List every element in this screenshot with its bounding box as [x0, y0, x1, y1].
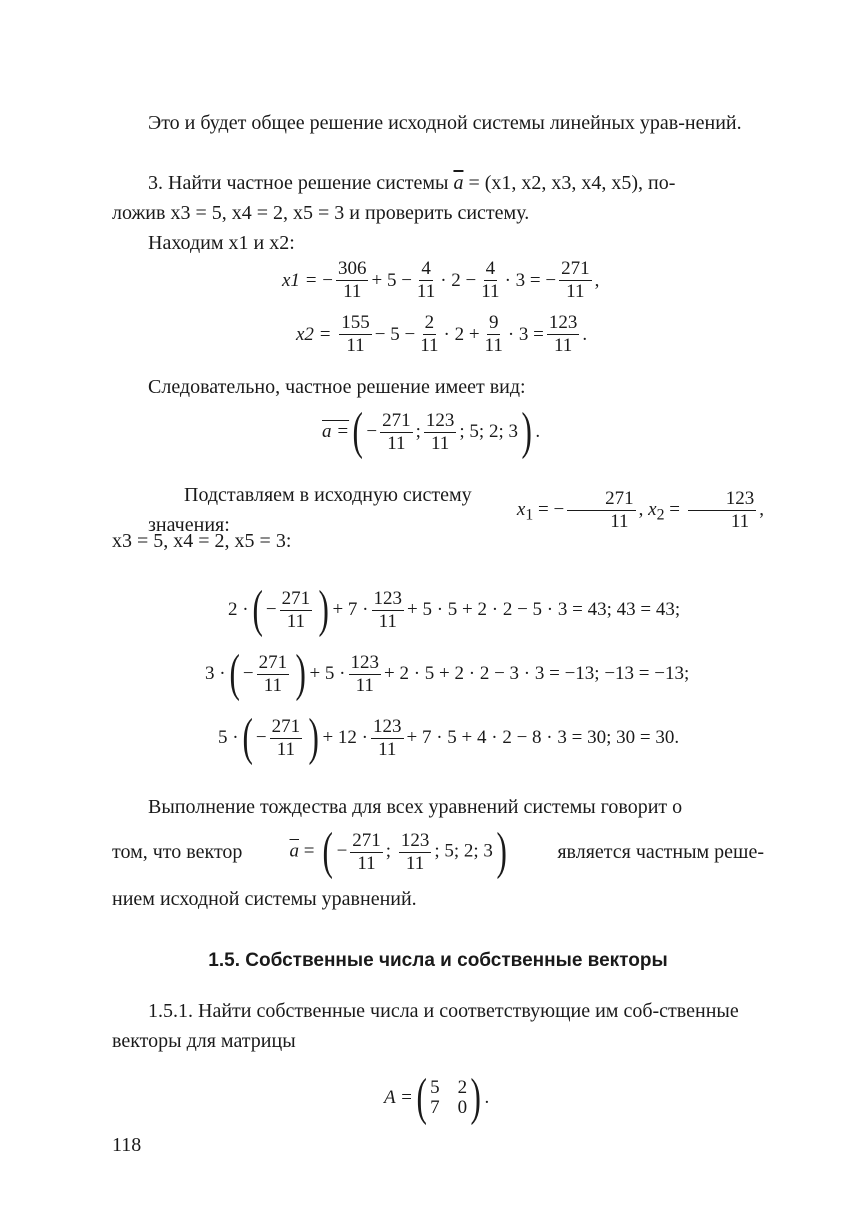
check-equation-3: 5 · ( − $\frac{271}{11}$ ) + 12 · $\frac{123}{11}$ + 7 · 5 + 4 · 2 − 8 · 3 = 30; 30 = 30. [218, 709, 680, 766]
fraction: $\frac{271}{11}$ [561, 258, 590, 302]
check-equation-1: 2 · ( − $\frac{271}{11}$ ) + 7 · $\frac{123}{11}$ + 5 · 5 + 2 · 2 − 5 · 3 = 43; 43 = 43; [228, 581, 681, 638]
page-number: 118 [112, 1134, 142, 1156]
fraction: $\frac{2}{11}$ [420, 312, 439, 356]
paragraph-general-solution: Это и будет общее решение исходной системы линейных урав-нений. [148, 112, 742, 134]
section-heading: 1.5. Собственные числа и собственные векторы [208, 950, 668, 971]
paragraph-conclusion-3: нием исходной системы уравнений. [112, 888, 417, 910]
paragraph-conclusion-2: том, что вектор $\overline{a}$ = ( − $\frac{271}{11}$ ; $\frac{123}{11}$ ; 5; 2; 3) является частным реше- [112, 823, 764, 880]
paragraph-step3: 3. Найти частное решение системы $\overline{a} = (x1$, x2, x3, x4, x5), по- [148, 172, 676, 194]
equation-x1: x1 = − $\frac{306}{11}$ + 5 − $\frac{4}{11}$ · 2 − $\frac{4}{11}$ · 3 = − $\frac{271}{11}$ , [282, 258, 600, 302]
paragraph-substitute: Подставляем в исходную систему значения: $x_1$ = − $\frac{271}{11}$ , $x_2$ = $\frac{123}{11}$ , [148, 484, 764, 536]
matrix-body: 5 2 7 0 [430, 1077, 468, 1118]
paragraph-substitute-vals: x3 = 5, x4 = 2, x5 = 3: [112, 530, 292, 552]
paragraph-find: Находим x1 и x2: [148, 232, 295, 254]
fraction: $\frac{123}{11}$ [548, 312, 578, 356]
paragraph-task: 1.5.1. Найти собственные числа и соответствующие им соб-ственные векторы для матрицы [112, 1000, 739, 1052]
paragraph-conclusion-1: Выполнение тождества для всех уравнений системы говорит о [148, 796, 683, 818]
equation-x2: x2 = $\frac{155}{11}$ − 5 − $\frac{2}{11}$ · 2 + $\frac{9}{11}$ · 3 = $\frac{123}{11}$ . [296, 312, 588, 356]
fraction: $\frac{271}{11}$ [382, 409, 411, 454]
paragraph-consequently: Следовательно, частное решение имеет вид: [148, 376, 526, 398]
solution-vector: a = ( − $\frac{271}{11}$ ; $\frac{123}{11}$ ; 5; 2; 3 ) . [322, 403, 541, 460]
fraction: $\frac{4}{11}$ [416, 258, 436, 302]
fraction: $\frac{4}{11}$ [481, 258, 500, 302]
fraction: $\frac{123}{11}$ [425, 409, 455, 454]
fraction: $\frac{155}{11}$ [341, 312, 370, 356]
fraction: $\frac{306}{11}$ [337, 258, 367, 302]
fraction: $\frac{9}{11}$ [484, 312, 503, 356]
paragraph-step3-cont: ложив x3 = 5, x4 = 2, x5 = 3 и проверить систему. [112, 202, 530, 224]
check-equation-2: 3 · ( − $\frac{271}{11}$ ) + 5 · $\frac{123}{11}$ + 2 · 5 + 2 · 2 − 3 · 3 = −13; −13 = −13; [205, 645, 690, 702]
matrix-A: A = ( 5 2 7 0 ) . [384, 1069, 490, 1126]
